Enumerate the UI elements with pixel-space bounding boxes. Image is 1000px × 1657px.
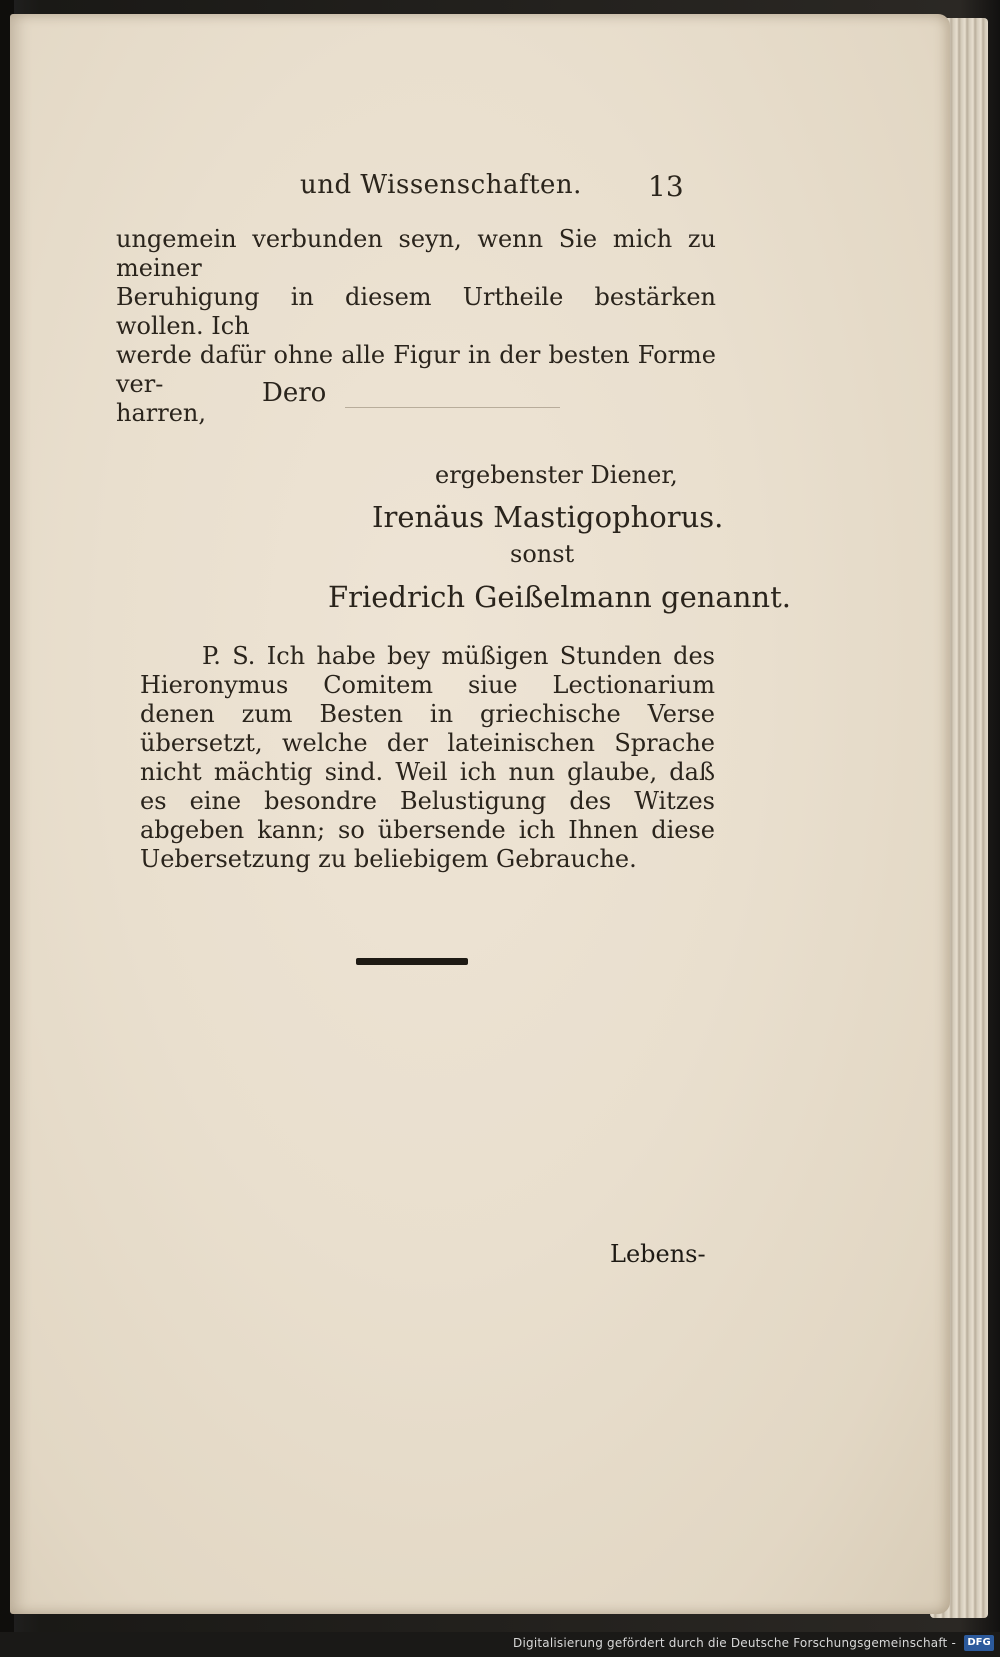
ornament-rule <box>356 958 468 965</box>
digitization-credit: Digitalisierung gefördert durch die Deutsche Forschungsgemeinschaft - <box>513 1636 956 1650</box>
signature-connector: sonst <box>510 540 575 568</box>
postscript: P. S. Ich habe bey müßigen Stunden des Hieronymus Comitem siue Lectionarium denen zum Besten in griechische Verse übersetzt, welche der lateinischen Sprache nicht mächtig sind. Weil ich nun glaube, daß es eine besondre Belustigung des Witzes abgeben kann; so übersende ich Ihnen diese Uebersetzung zu beliebigem Gebrauche. <box>140 642 715 873</box>
letter-line: ungemein verbunden seyn, wenn Sie mich zu meiner <box>116 225 716 282</box>
letter-line: Beruhigung in diesem Urtheile bestärken wollen. Ich <box>116 283 716 340</box>
closing-word: Dero <box>262 378 327 408</box>
faint-rule <box>345 407 560 408</box>
signature-real-name: Friedrich Geißelmann genannt. <box>328 580 791 614</box>
letter-body <box>116 225 716 428</box>
running-head: und Wissenschaften. <box>300 170 582 200</box>
letter-line: werde dafür ohne alle Figur in der besten Forme ver- <box>116 341 716 398</box>
signature-salutation: ergebenster Diener, <box>435 461 678 489</box>
letter-line: harren, <box>116 399 206 427</box>
catchword: Lebens- <box>610 1240 706 1268</box>
dfg-logo-icon: DFG <box>964 1635 994 1651</box>
signature-pen-name: Irenäus Mastigophorus. <box>372 500 724 534</box>
page-number: 13 <box>648 170 684 203</box>
